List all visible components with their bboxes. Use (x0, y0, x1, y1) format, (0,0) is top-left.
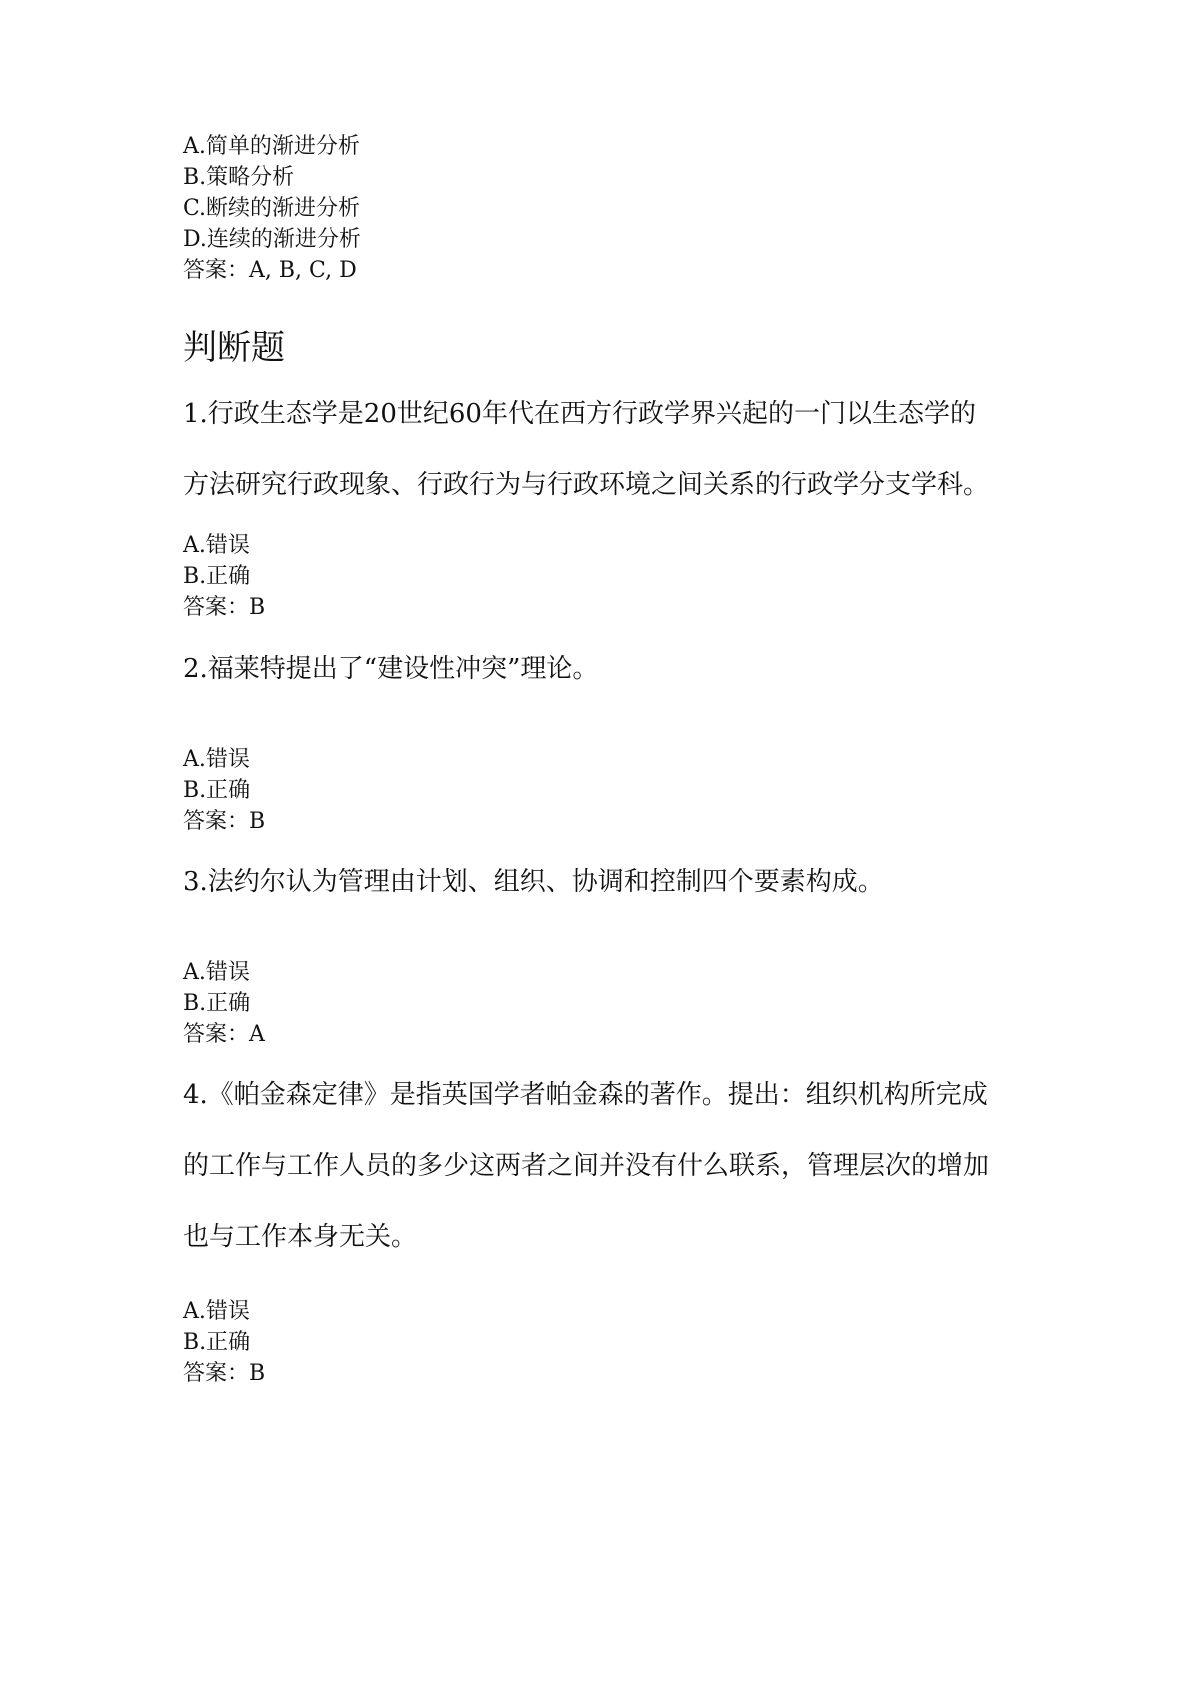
question-2-text (183, 634, 1043, 705)
option-a: A.简单的渐进分析 (183, 134, 360, 159)
question-2-options (183, 744, 1043, 837)
answer-line: 答案：B (183, 595, 266, 620)
option-a: A.错误 (183, 1299, 250, 1324)
section-title: 判断题 (183, 328, 285, 368)
answer-line: 答案：A, B, C, D (183, 258, 357, 283)
question-1-text (183, 379, 1043, 521)
answer-line: 答案：B (183, 809, 266, 834)
question-4-options (183, 1296, 1043, 1389)
question-line: 2.福莱特提出了“建设性冲突”理论。 (183, 654, 599, 684)
question-1-options (183, 530, 1043, 623)
question-line: 也与工作本身无关。 (183, 1222, 418, 1252)
option-a: A.错误 (183, 960, 250, 985)
option-d: D.连续的渐进分析 (183, 227, 361, 252)
question-3-options (183, 957, 1043, 1050)
question-4-text (183, 1060, 1043, 1273)
question-line: 4.《帕金森定律》是指英国学者帕金森的著作。提出：组织机构所完成 (183, 1080, 988, 1110)
option-b: B.正确 (183, 564, 251, 589)
answer-line: 答案：A (183, 1022, 265, 1047)
option-a: A.错误 (183, 747, 250, 772)
question-line: 方法研究行政现象、行政行为与行政环境之间关系的行政学分支学科。 (183, 470, 990, 500)
option-b: B.正确 (183, 1330, 251, 1355)
question-line: 的工作与工作人员的多少这两者之间并没有什么联系，管理层次的增加 (183, 1151, 990, 1181)
option-c: C.断续的渐进分析 (183, 196, 361, 221)
intro-option-block (183, 131, 1043, 286)
question-line: 3.法约尔认为管理由计划、组织、协调和控制四个要素构成。 (183, 867, 884, 897)
option-b: B.策略分析 (183, 165, 295, 190)
option-a: A.错误 (183, 533, 250, 558)
question-3-text (183, 847, 1043, 918)
question-line: 1.行政生态学是20世纪60年代在西方行政学界兴起的一门以生态学的 (183, 399, 976, 429)
option-b: B.正确 (183, 778, 251, 803)
option-b: B.正确 (183, 991, 251, 1016)
answer-line: 答案：B (183, 1361, 266, 1386)
